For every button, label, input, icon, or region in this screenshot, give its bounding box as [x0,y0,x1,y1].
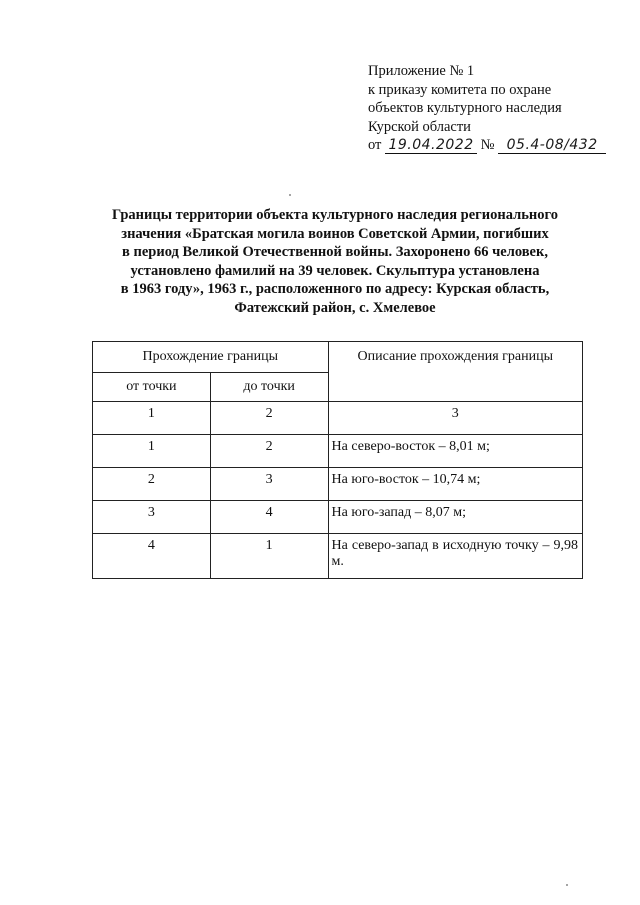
date-prefix: от [368,137,382,153]
title-line: в период Великой Отечественной войны. Захоронено 66 человек, [122,244,548,261]
appendix-number: Приложение № 1 [368,63,475,79]
from-point-cell: 3 [93,501,211,534]
description-cell: На юго-запад – 8,07 м; [328,501,582,534]
appendix-committee-line: объектов культурного наследия [368,100,562,116]
column-number: 2 [210,402,328,435]
column-number: 3 [328,402,582,435]
table-row [93,534,583,579]
table-row [93,435,583,468]
header-boundary-description: Описание прохождения границы [328,342,582,402]
handwritten-order-number: 05.4-08/432 [498,138,606,154]
column-number: 1 [93,402,211,435]
table-row [93,501,583,534]
title-line: установлено фамилий на 39 человек. Скульптура установлена [130,262,540,279]
document-title [90,206,580,318]
description-cell: На северо-восток – 8,01 м; [328,435,582,468]
scan-speck [566,884,568,886]
appendix-block [368,62,628,155]
title-line: Фатежский район, с. Хмелевое [234,299,436,316]
appendix-region-line: Курской области [368,118,471,135]
description-cell [328,534,582,579]
header-to-point: до точки [210,373,328,402]
to-point-cell: 4 [210,501,328,534]
header-from-point: от точки [93,373,211,402]
from-point-cell: 2 [93,468,211,501]
appendix-order-line: к приказу комитета по охране [368,81,552,98]
to-point-cell: 3 [210,468,328,501]
title-line: в 1963 году», 1963 г., расположенного по адресу: Курская область, [120,281,550,298]
title-line: значения «Братская могила воинов Советской Армии, погибших [121,225,549,242]
scan-speck [289,194,291,196]
table-numbering-row [93,402,583,435]
from-point-cell: 1 [93,435,211,468]
table-row [93,468,583,501]
number-sign: № [480,137,495,153]
description-cell: На юго-восток – 10,74 м; [328,468,582,501]
from-point-cell: 4 [93,534,211,579]
title-line: Границы территории объекта культурного наследия регионального [112,207,558,223]
appendix-date-line [368,136,628,155]
to-point-cell: 1 [210,534,328,579]
description-text: На северо-запад в исходную точку – 9,98 м. [331,538,578,569]
boundary-table [92,341,583,579]
handwritten-date: 19.04.2022 [385,138,477,154]
header-boundary-passage: Прохождение границы [93,342,329,373]
to-point-cell: 2 [210,435,328,468]
